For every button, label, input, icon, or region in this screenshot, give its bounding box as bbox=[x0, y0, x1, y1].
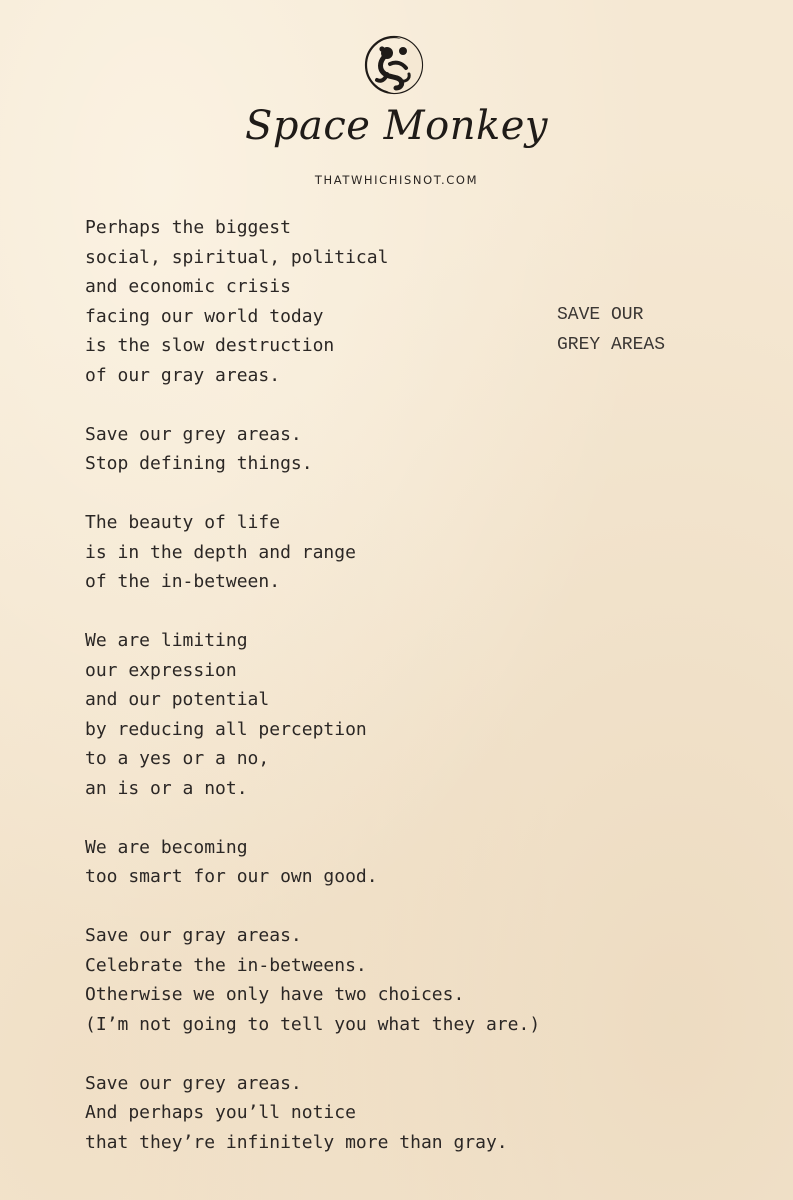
brand-title: Space Monkey bbox=[245, 103, 548, 149]
poem-body bbox=[85, 213, 605, 1157]
poem-line: Save our gray areas. bbox=[85, 925, 302, 946]
site-url: THATWHICHISNOT.COM bbox=[314, 173, 479, 187]
poem-line: and economic crisis bbox=[85, 276, 291, 297]
poem-line: We are becoming bbox=[85, 836, 248, 858]
stanza bbox=[85, 420, 605, 479]
poem-line: to a yes or a no, bbox=[85, 748, 270, 769]
poem-line: of the in-between. bbox=[85, 571, 281, 592]
stanza bbox=[85, 508, 605, 597]
stanza bbox=[85, 833, 605, 892]
aside-line: GREY AREAS bbox=[557, 334, 666, 355]
poem-line: an is or a not. bbox=[85, 777, 248, 799]
poem-line: (I’m not going to tell you what they are.) bbox=[85, 1013, 541, 1035]
poem-line: Stop defining things. bbox=[85, 453, 313, 474]
poem-line: social, spiritual, political bbox=[85, 246, 389, 268]
stanza bbox=[85, 921, 605, 1039]
poem-line: Perhaps the biggest bbox=[85, 217, 291, 238]
poem-line: is in the depth and range bbox=[85, 541, 356, 563]
poem-line: facing our world today bbox=[85, 305, 324, 327]
poem-line: is the slow destruction bbox=[85, 335, 335, 356]
poem-line: and our potential bbox=[85, 689, 270, 710]
poem-line: Save our grey areas. bbox=[85, 423, 302, 445]
poem-line: Celebrate the in-betweens. bbox=[85, 954, 367, 976]
poem-line: that they’re infinitely more than gray. bbox=[85, 1131, 508, 1153]
poem-line: We are limiting bbox=[85, 630, 248, 651]
poem-line: of our gray areas. bbox=[85, 364, 281, 386]
poem-line: our expression bbox=[85, 659, 237, 681]
poem-line: Otherwise we only have two choices. bbox=[85, 984, 465, 1005]
poem-line: Save our grey areas. bbox=[85, 1072, 302, 1094]
aside-line: SAVE OUR bbox=[557, 305, 644, 325]
poem-line: And perhaps you’ll notice bbox=[85, 1102, 356, 1123]
poem-line: The beauty of life bbox=[85, 512, 281, 533]
stanza bbox=[85, 1069, 605, 1158]
stanza bbox=[85, 213, 605, 390]
monkey-yin-yang-icon bbox=[363, 34, 425, 96]
aside-title bbox=[557, 301, 665, 360]
poem-line: by reducing all perception bbox=[85, 718, 367, 740]
stanza bbox=[85, 626, 605, 803]
poem-line: too smart for our own good. bbox=[85, 866, 378, 887]
